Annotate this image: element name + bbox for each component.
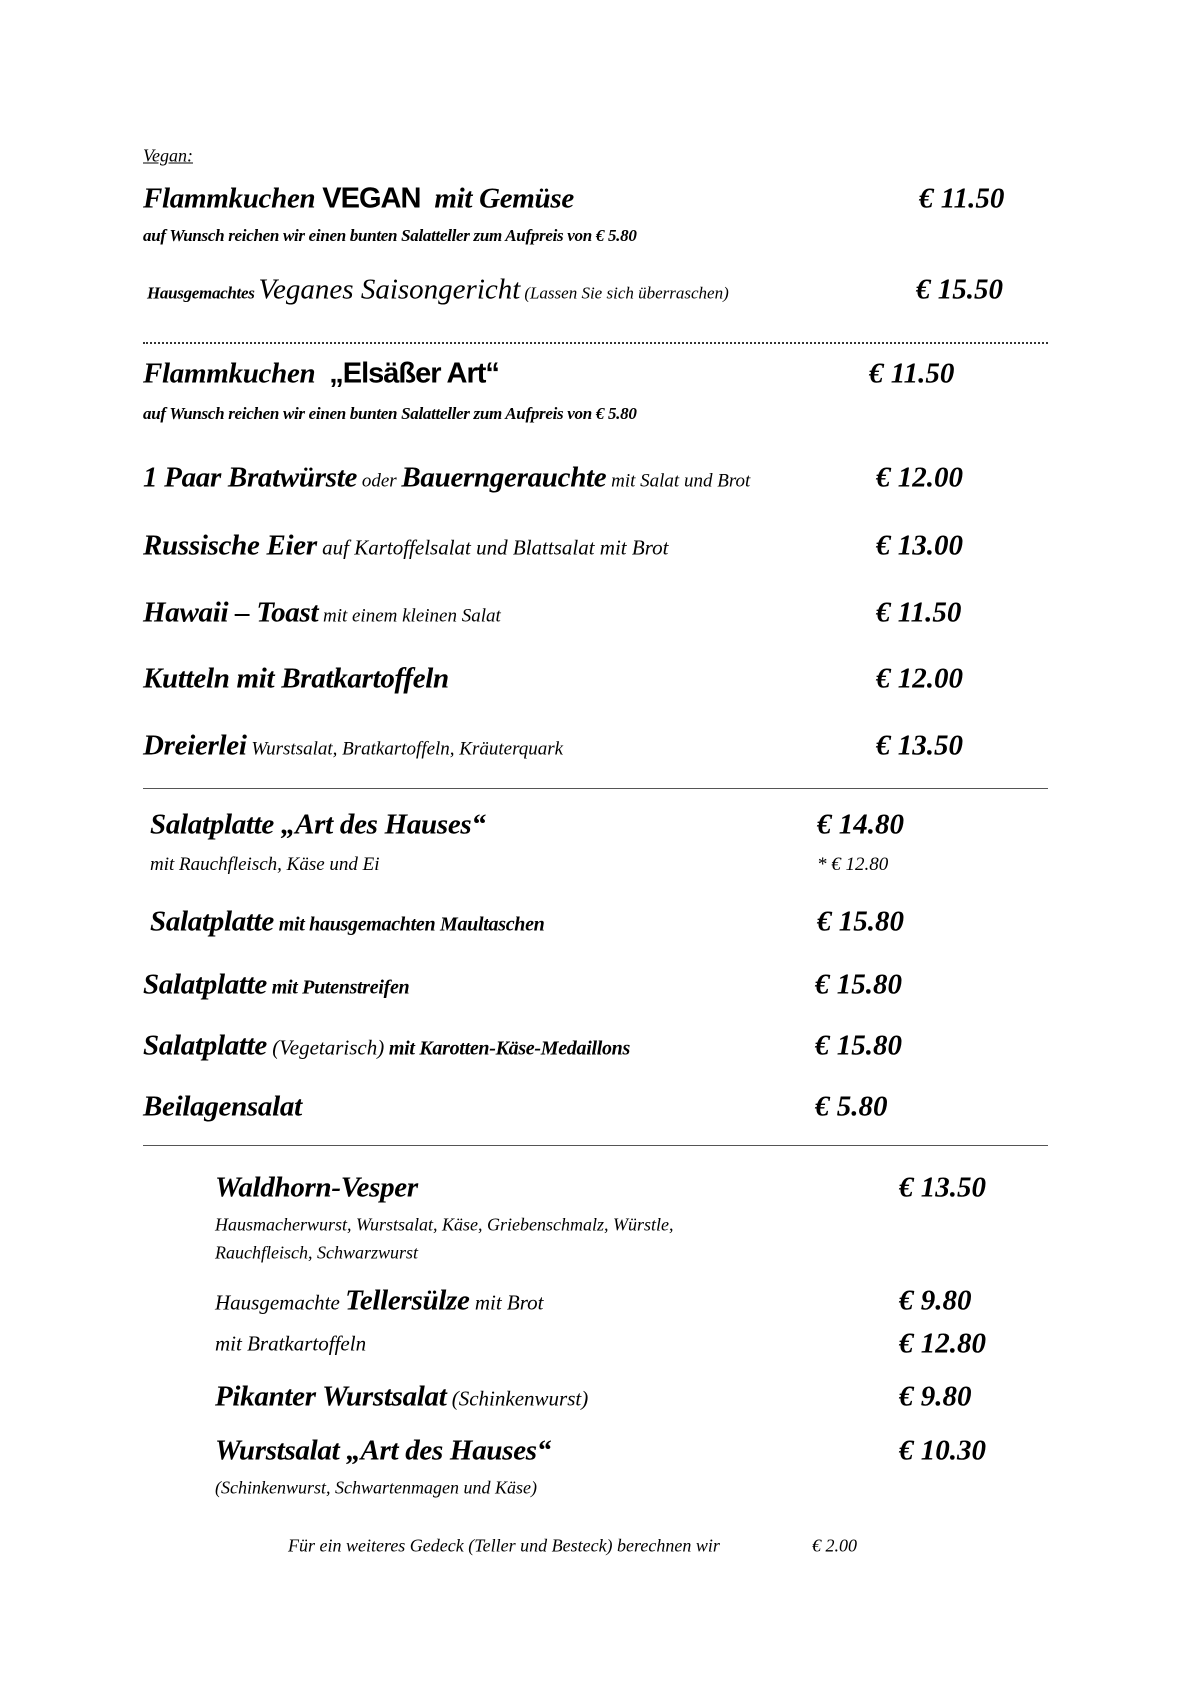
price: € 11.50 [876,596,962,629]
divider [143,342,1048,344]
menu-item-flammkuchen-elsass: Flammkuchen „Elsäßer Art“ [143,357,499,390]
price: € 15.80 [815,1029,902,1062]
menu-item-bratwurste: 1 Paar Bratwürste oder Bauerngerauchte mit Salat und Brot [143,461,751,494]
price: € 12.00 [876,662,963,695]
price: € 13.00 [876,529,963,562]
price: € 12.80 [899,1327,986,1360]
menu-item-salatplatte-maultaschen: Salatplatte mit hausgemachten Maultaschen [150,905,545,938]
price: € 15.50 [916,273,1003,306]
price: € 11.50 [919,182,1005,215]
price: € 15.80 [815,968,902,1001]
menu-item-salatplatte-puten: Salatplatte mit Putenstreifen [143,968,410,1001]
section-heading-vegan: Vegan: [143,145,193,166]
price: € 5.80 [815,1090,888,1123]
menu-item-wurstsalat-haus: Wurstsalat „Art des Hauses“ [215,1434,551,1467]
footer-note: Für ein weiteres Gedeck (Teller und Besteck) berechnen wir [288,1535,720,1556]
price: € 15.80 [817,905,904,938]
menu-item-salatplatte-vegetarisch: Salatplatte (Vegetarisch) mit Karotten-Käse-Medaillons [143,1029,630,1062]
menu-item-waldhorn-vesper: Waldhorn-Vesper [215,1171,418,1204]
item-note: auf Wunsch reichen wir einen bunten Salatteller zum Aufpreis von € 5.80 [143,226,637,245]
price: € 9.80 [899,1380,972,1413]
price: € 12.00 [876,461,963,494]
price: € 14.80 [817,808,904,841]
menu-item-pikanter-wurstsalat: Pikanter Wurstsalat (Schinkenwurst) [215,1380,589,1413]
item-note: (Schinkenwurst, Schwartenmagen und Käse) [215,1477,537,1498]
item-description: Rauchfleisch, Schwarzwurst [215,1242,418,1263]
item-variant: mit Bratkartoffeln [215,1331,367,1356]
menu-item-kutteln: Kutteln mit Bratkartoffeln [143,662,449,695]
item-note: auf Wunsch reichen wir einen bunten Salatteller zum Aufpreis von € 5.80 [143,404,637,423]
price: € 11.50 [869,357,955,390]
alt-price: * € 12.80 [817,854,889,875]
menu-item-flammkuchen-vegan: Flammkuchen VEGAN mit Gemüse [143,182,574,215]
price: € 13.50 [876,729,963,762]
menu-item-beilagensalat: Beilagensalat [143,1090,302,1123]
price: € 10.30 [899,1434,986,1467]
divider [143,1145,1048,1146]
item-note: mit Rauchfleisch, Käse und Ei [150,854,380,875]
price: € 13.50 [899,1171,986,1204]
menu-item-dreierlei: Dreierlei Wurstsalat, Bratkartoffeln, Kräuterquark [143,729,564,762]
menu-item-hawaii-toast: Hawaii – Toast mit einem kleinen Salat [143,596,501,629]
item-description: Hausmacherwurst, Wurstsalat, Käse, Griebenschmalz, Würstle, [215,1214,674,1235]
price: € 9.80 [899,1284,972,1317]
divider [143,788,1048,789]
footer-price: € 2.00 [812,1535,857,1556]
menu-item-russische-eier: Russische Eier auf Kartoffelsalat und Blattsalat mit Brot [143,529,669,562]
menu-item-tellersulze: Hausgemachte Tellersülze mit Brot [215,1284,544,1317]
menu-item-saisongericht: Hausgemachtes Veganes Saisongericht (Lassen Sie sich überraschen) [147,273,729,306]
menu-item-salatplatte-haus: Salatplatte „Art des Hauses“ [150,808,486,841]
